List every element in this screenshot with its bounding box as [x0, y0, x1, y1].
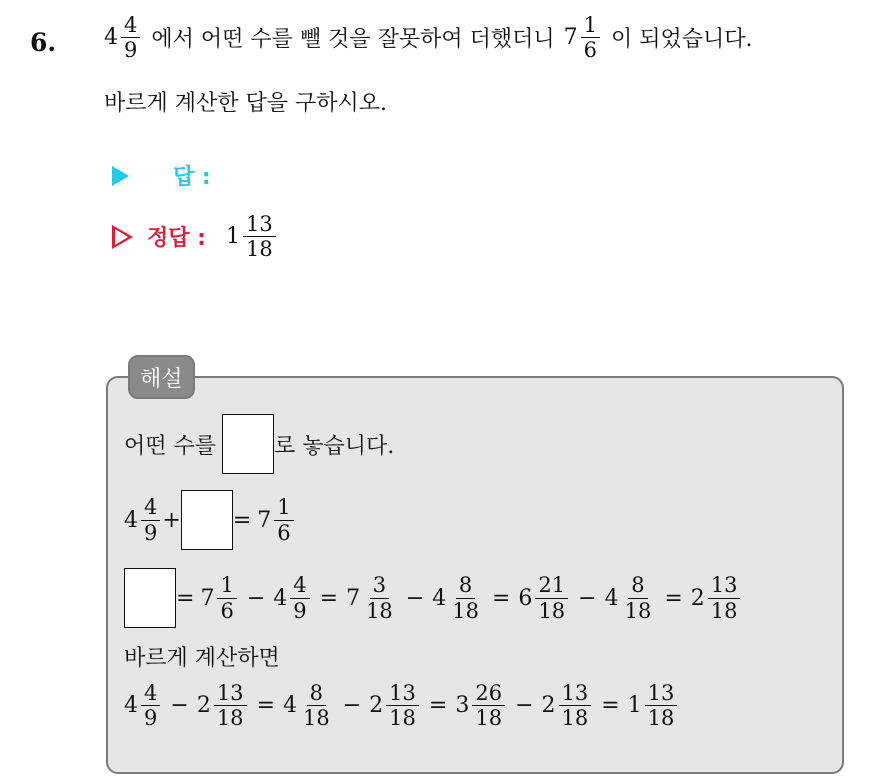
fraction	[645, 682, 678, 729]
fraction	[708, 574, 741, 621]
fraction	[386, 682, 419, 729]
numerator: 4	[141, 496, 160, 520]
fraction	[581, 14, 600, 61]
operator: =	[601, 693, 620, 719]
mixed-whole: 2	[196, 693, 211, 719]
denominator: 18	[216, 706, 244, 731]
numerator: 13	[386, 682, 419, 706]
numerator: 4	[141, 682, 160, 706]
denominator: 18	[710, 598, 738, 623]
outline-triangle-icon	[112, 225, 133, 249]
solution-line-5	[124, 682, 679, 729]
solution-line-3	[124, 568, 742, 628]
numerator: 13	[559, 682, 592, 706]
denominator: 18	[624, 598, 652, 623]
numerator: 13	[214, 682, 247, 706]
numerator: 1	[274, 496, 293, 520]
numerator: 21	[535, 574, 568, 598]
denominator: 6	[277, 520, 291, 545]
operator: −	[342, 693, 362, 719]
operator: =	[256, 693, 275, 719]
mixed-whole: 7	[563, 25, 578, 51]
question-number: 6.	[30, 28, 57, 57]
mixed-whole: 4	[124, 693, 138, 719]
unknown-box	[181, 490, 233, 550]
numerator: 13	[243, 213, 276, 237]
solution-line-1	[124, 414, 394, 474]
mixed-whole: 4	[124, 507, 138, 533]
denominator: 18	[647, 706, 675, 731]
denominator: 9	[124, 38, 138, 63]
mixed-whole: 2	[541, 693, 556, 719]
fraction	[121, 14, 140, 61]
fraction	[274, 496, 293, 543]
operator: +	[162, 507, 181, 533]
denominator: 18	[366, 598, 393, 623]
denominator: 18	[245, 237, 273, 262]
numerator: 13	[645, 682, 678, 706]
mixed-whole: 4	[432, 585, 447, 611]
numerator: 1	[217, 574, 236, 598]
fraction	[622, 574, 655, 621]
denominator: 9	[144, 706, 158, 731]
denominator: 18	[538, 598, 566, 623]
operator: −	[170, 693, 189, 719]
mixed-whole: 4	[604, 585, 619, 611]
operator: =	[232, 507, 252, 533]
solution-line-2	[124, 490, 296, 550]
fraction	[559, 682, 592, 729]
unknown-box	[222, 414, 274, 474]
solution-text: 바르게 계산하면	[124, 646, 280, 671]
mixed-whole: 4	[273, 585, 288, 611]
mixed-whole: 7	[346, 585, 361, 611]
operator: =	[319, 585, 339, 611]
denominator: 18	[452, 598, 479, 623]
denominator: 9	[144, 520, 158, 545]
denominator: 6	[220, 598, 234, 623]
solution-tag: 해설	[128, 355, 195, 399]
numerator: 8	[456, 574, 475, 598]
fraction	[243, 213, 276, 260]
answer-row	[112, 160, 211, 191]
fraction	[214, 682, 247, 729]
fraction	[300, 682, 333, 729]
solution-line-4	[124, 641, 280, 672]
numerator: 1	[581, 14, 600, 38]
mixed-whole: 1	[225, 224, 240, 250]
question-text-2: 이 되었습니다.	[611, 27, 753, 53]
fraction	[535, 574, 568, 621]
operator: −	[515, 693, 534, 719]
operator: =	[176, 585, 195, 611]
mixed-whole: 7	[257, 507, 272, 533]
mixed-whole: 1	[627, 693, 642, 719]
solution-text: 로 놓습니다.	[274, 433, 395, 459]
unknown-box	[124, 568, 176, 628]
numerator: 13	[708, 574, 741, 598]
mixed-whole: 2	[690, 585, 705, 611]
denominator: 6	[583, 38, 597, 63]
correct-answer-row	[112, 213, 278, 260]
denominator: 18	[475, 706, 503, 731]
fraction	[217, 574, 236, 621]
denominator: 18	[561, 706, 589, 731]
question-text-1: 에서 어떤 수를 뺄 것을 잘못하여 더했더니	[151, 27, 555, 53]
mixed-whole: 4	[282, 693, 297, 719]
fraction	[290, 574, 309, 621]
denominator: 18	[389, 706, 416, 731]
play-triangle-icon	[112, 166, 129, 186]
mixed-whole: 3	[455, 693, 470, 719]
operator: =	[491, 585, 511, 611]
question-line-2	[104, 86, 387, 117]
numerator: 4	[290, 574, 309, 598]
fraction	[141, 682, 160, 729]
denominator: 18	[302, 706, 330, 731]
operator: −	[578, 585, 597, 611]
mixed-whole: 4	[104, 25, 118, 51]
operator: −	[246, 585, 266, 611]
operator: =	[428, 693, 448, 719]
mixed-whole: 7	[200, 585, 215, 611]
question-line-1	[104, 14, 753, 61]
numerator: 26	[472, 682, 505, 706]
fraction	[449, 574, 482, 621]
numerator: 3	[370, 574, 389, 598]
mixed-whole: 6	[518, 585, 533, 611]
numerator: 8	[307, 682, 326, 706]
operator: −	[405, 585, 425, 611]
fraction	[472, 682, 505, 729]
answer-label: 답 :	[173, 165, 211, 190]
fraction	[141, 496, 160, 543]
numerator: 4	[121, 14, 140, 38]
correct-answer-label: 정답 :	[147, 226, 206, 252]
solution-text: 어떤 수를	[124, 433, 217, 459]
question-text-3: 바르게 계산한 답을 구하시오.	[104, 91, 387, 116]
fraction	[363, 574, 396, 621]
denominator: 9	[293, 598, 307, 623]
mixed-whole: 2	[369, 693, 384, 719]
operator: =	[664, 585, 683, 611]
numerator: 8	[628, 574, 647, 598]
